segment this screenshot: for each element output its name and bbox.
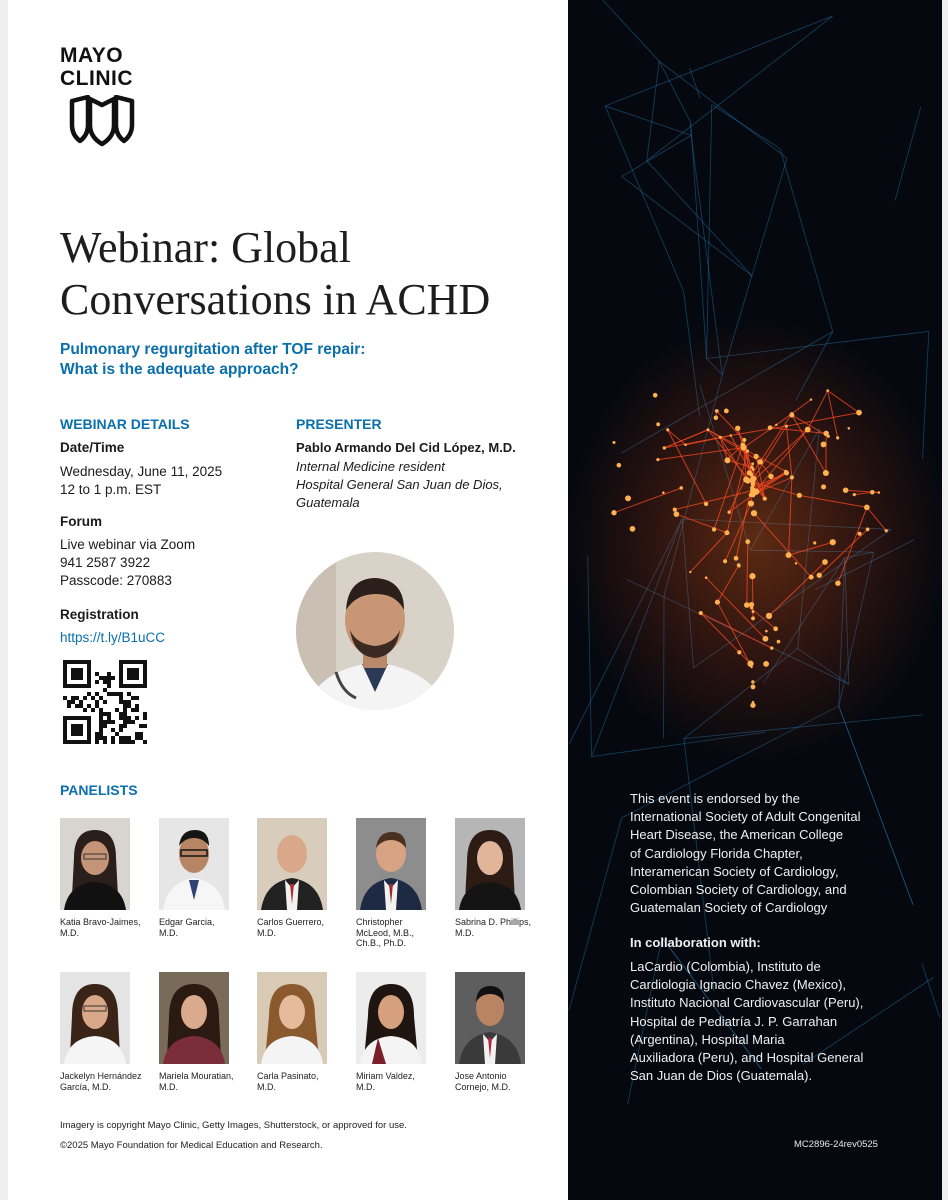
logo-line-1: MAYO	[60, 44, 124, 67]
panelist-name-line-1: Miriam Valdez,	[356, 1071, 415, 1081]
panelist-photo	[159, 972, 229, 1064]
panelist-name-line-2: Cornejo, M.D.	[455, 1081, 511, 1092]
panelist-name-line-2: M.D.	[356, 1081, 375, 1092]
collaboration-line: San Juan de Dios (Guatemala).	[630, 1068, 813, 1084]
webinar-title: Webinar: Global Conversations in ACHD	[60, 223, 491, 324]
panelist-card	[455, 972, 547, 1092]
endorsement-line: of Cardiology Florida Chapter,	[630, 845, 803, 861]
registration-qr-code[interactable]	[63, 660, 147, 744]
collaboration-heading: In collaboration with:	[630, 935, 761, 950]
panelist-card	[257, 818, 349, 938]
panelist-name-line-1: Christopher	[356, 917, 403, 927]
panelist-card	[159, 818, 251, 938]
panelist-photo	[60, 818, 130, 910]
presenter-photo	[296, 552, 454, 710]
panelist-card	[257, 972, 349, 1092]
panelist-card	[60, 818, 152, 938]
presenter-org-line-2: Guatemala	[296, 495, 360, 510]
collaboration-text	[630, 958, 900, 1085]
mayo-shields-icon	[68, 95, 136, 147]
endorsement-line: Colombian Society of Cardiology, and	[630, 882, 847, 898]
collaboration-line: Hospital de Pediatría J. P. Garrahan	[630, 1013, 838, 1029]
panelist-name-line-3: Ch.B., Ph.D.	[356, 938, 407, 948]
endorsement-line: Heart Disease, the American College	[630, 827, 844, 843]
panelist-name-line-1: Jackelyn Hernández	[60, 1071, 142, 1081]
panelist-card	[455, 818, 547, 938]
endorsement-text	[630, 790, 900, 917]
panelist-name-line-1: Jose Antonio	[455, 1071, 507, 1081]
panelist-photo	[356, 818, 426, 910]
panelist-card	[60, 972, 152, 1092]
panelist-name-line-1: Carlos Guerrero,	[257, 917, 325, 927]
endorsement-line: International Society of Adult Congenital	[630, 809, 861, 825]
panelist-name-line-1: Carla Pasinato,	[257, 1071, 319, 1081]
panelist-name-line-2: M.D.	[257, 927, 276, 938]
panelist-name-line-1: Sabrina D. Phillips,	[455, 917, 532, 927]
forum-passcode: Passcode: 270883	[60, 573, 172, 588]
panelist-card	[356, 972, 448, 1092]
webinar-details-heading: WEBINAR DETAILS	[60, 416, 190, 432]
copyright-notice: ©2025 Mayo Foundation for Medical Education and Research.	[60, 1140, 323, 1151]
panelist-photo	[257, 818, 327, 910]
document-code: MC2896-24rev0525	[794, 1139, 878, 1150]
collaboration-line: Auxiliadora (Peru), and Hospital General	[630, 1050, 864, 1066]
subtitle-line-1: Pulmonary regurgitation after TOF repair:	[60, 341, 366, 358]
forum-zoom: Live webinar via Zoom	[60, 537, 196, 552]
registration-link[interactable]: https://t.ly/B1uCC	[60, 630, 166, 645]
panelist-name-line-2: M.D.	[257, 1081, 276, 1092]
presenter-org-line-1: Hospital General San Juan de Dios,	[296, 477, 503, 492]
endorsement-line: Guatemalan Society of Cardiology	[630, 900, 828, 916]
endorsement-line: Interamerican Society of Cardiology,	[630, 863, 839, 879]
panelist-photo	[455, 972, 525, 1064]
panelist-name-line-2: McLeod, M.B.,	[356, 927, 415, 938]
forum-meeting-id: 941 2587 3922	[60, 555, 151, 570]
presenter-name: Pablo Armando Del Cid López, M.D.	[296, 440, 516, 455]
endorsement-line: This event is endorsed by the	[630, 791, 800, 806]
collaboration-line: Cardiologia Ignacio Chavez (Mexico),	[630, 977, 847, 993]
panelist-name-line-1: Katia Bravo-Jaimes,	[60, 917, 141, 927]
panelist-name-line-2: M.D.	[159, 927, 178, 938]
presenter-role: Internal Medicine resident	[296, 459, 445, 474]
collaboration-line: LaCardio (Colombia), Instituto de	[630, 959, 821, 974]
flyer-page	[8, 0, 942, 1200]
datetime-label: Date/Time	[60, 440, 125, 455]
logo-line-2: CLINIC	[60, 67, 133, 90]
collaboration-line: (Argentina), Hospital Maria	[630, 1031, 785, 1047]
panelist-photo	[257, 972, 327, 1064]
subtitle-line-2: What is the adequate approach?	[60, 361, 299, 378]
panelist-photo	[455, 818, 525, 910]
presenter-heading: PRESENTER	[296, 416, 382, 432]
panelists-heading: PANELISTS	[60, 782, 138, 798]
panelist-name-line-2: M.D.	[60, 927, 79, 938]
panelist-card	[159, 972, 251, 1092]
event-date: Wednesday, June 11, 2025	[60, 464, 223, 479]
panelist-name-line-1: Mariela Mouratian,	[159, 1071, 234, 1081]
collaboration-line: Instituto Nacional Cardiovascular (Peru),	[630, 995, 864, 1011]
panelist-photo	[356, 972, 426, 1064]
webinar-subtitle	[60, 340, 520, 380]
panelist-name-line-1: Edgar Garcia,	[159, 917, 215, 927]
panelist-photo	[159, 818, 229, 910]
event-time: 12 to 1 p.m. EST	[60, 482, 162, 497]
panelist-name-line-2: M.D.	[159, 1081, 178, 1092]
registration-label: Registration	[60, 607, 139, 622]
panelist-card	[356, 818, 448, 949]
panelist-name-line-2: García, M.D.	[60, 1081, 112, 1092]
panelist-name-line-2: M.D.	[455, 927, 474, 938]
panelist-photo	[60, 972, 130, 1064]
forum-label: Forum	[60, 514, 102, 529]
imagery-copyright: Imagery is copyright Mayo Clinic, Getty Images, Shutterstock, or approved for use.	[60, 1120, 407, 1131]
